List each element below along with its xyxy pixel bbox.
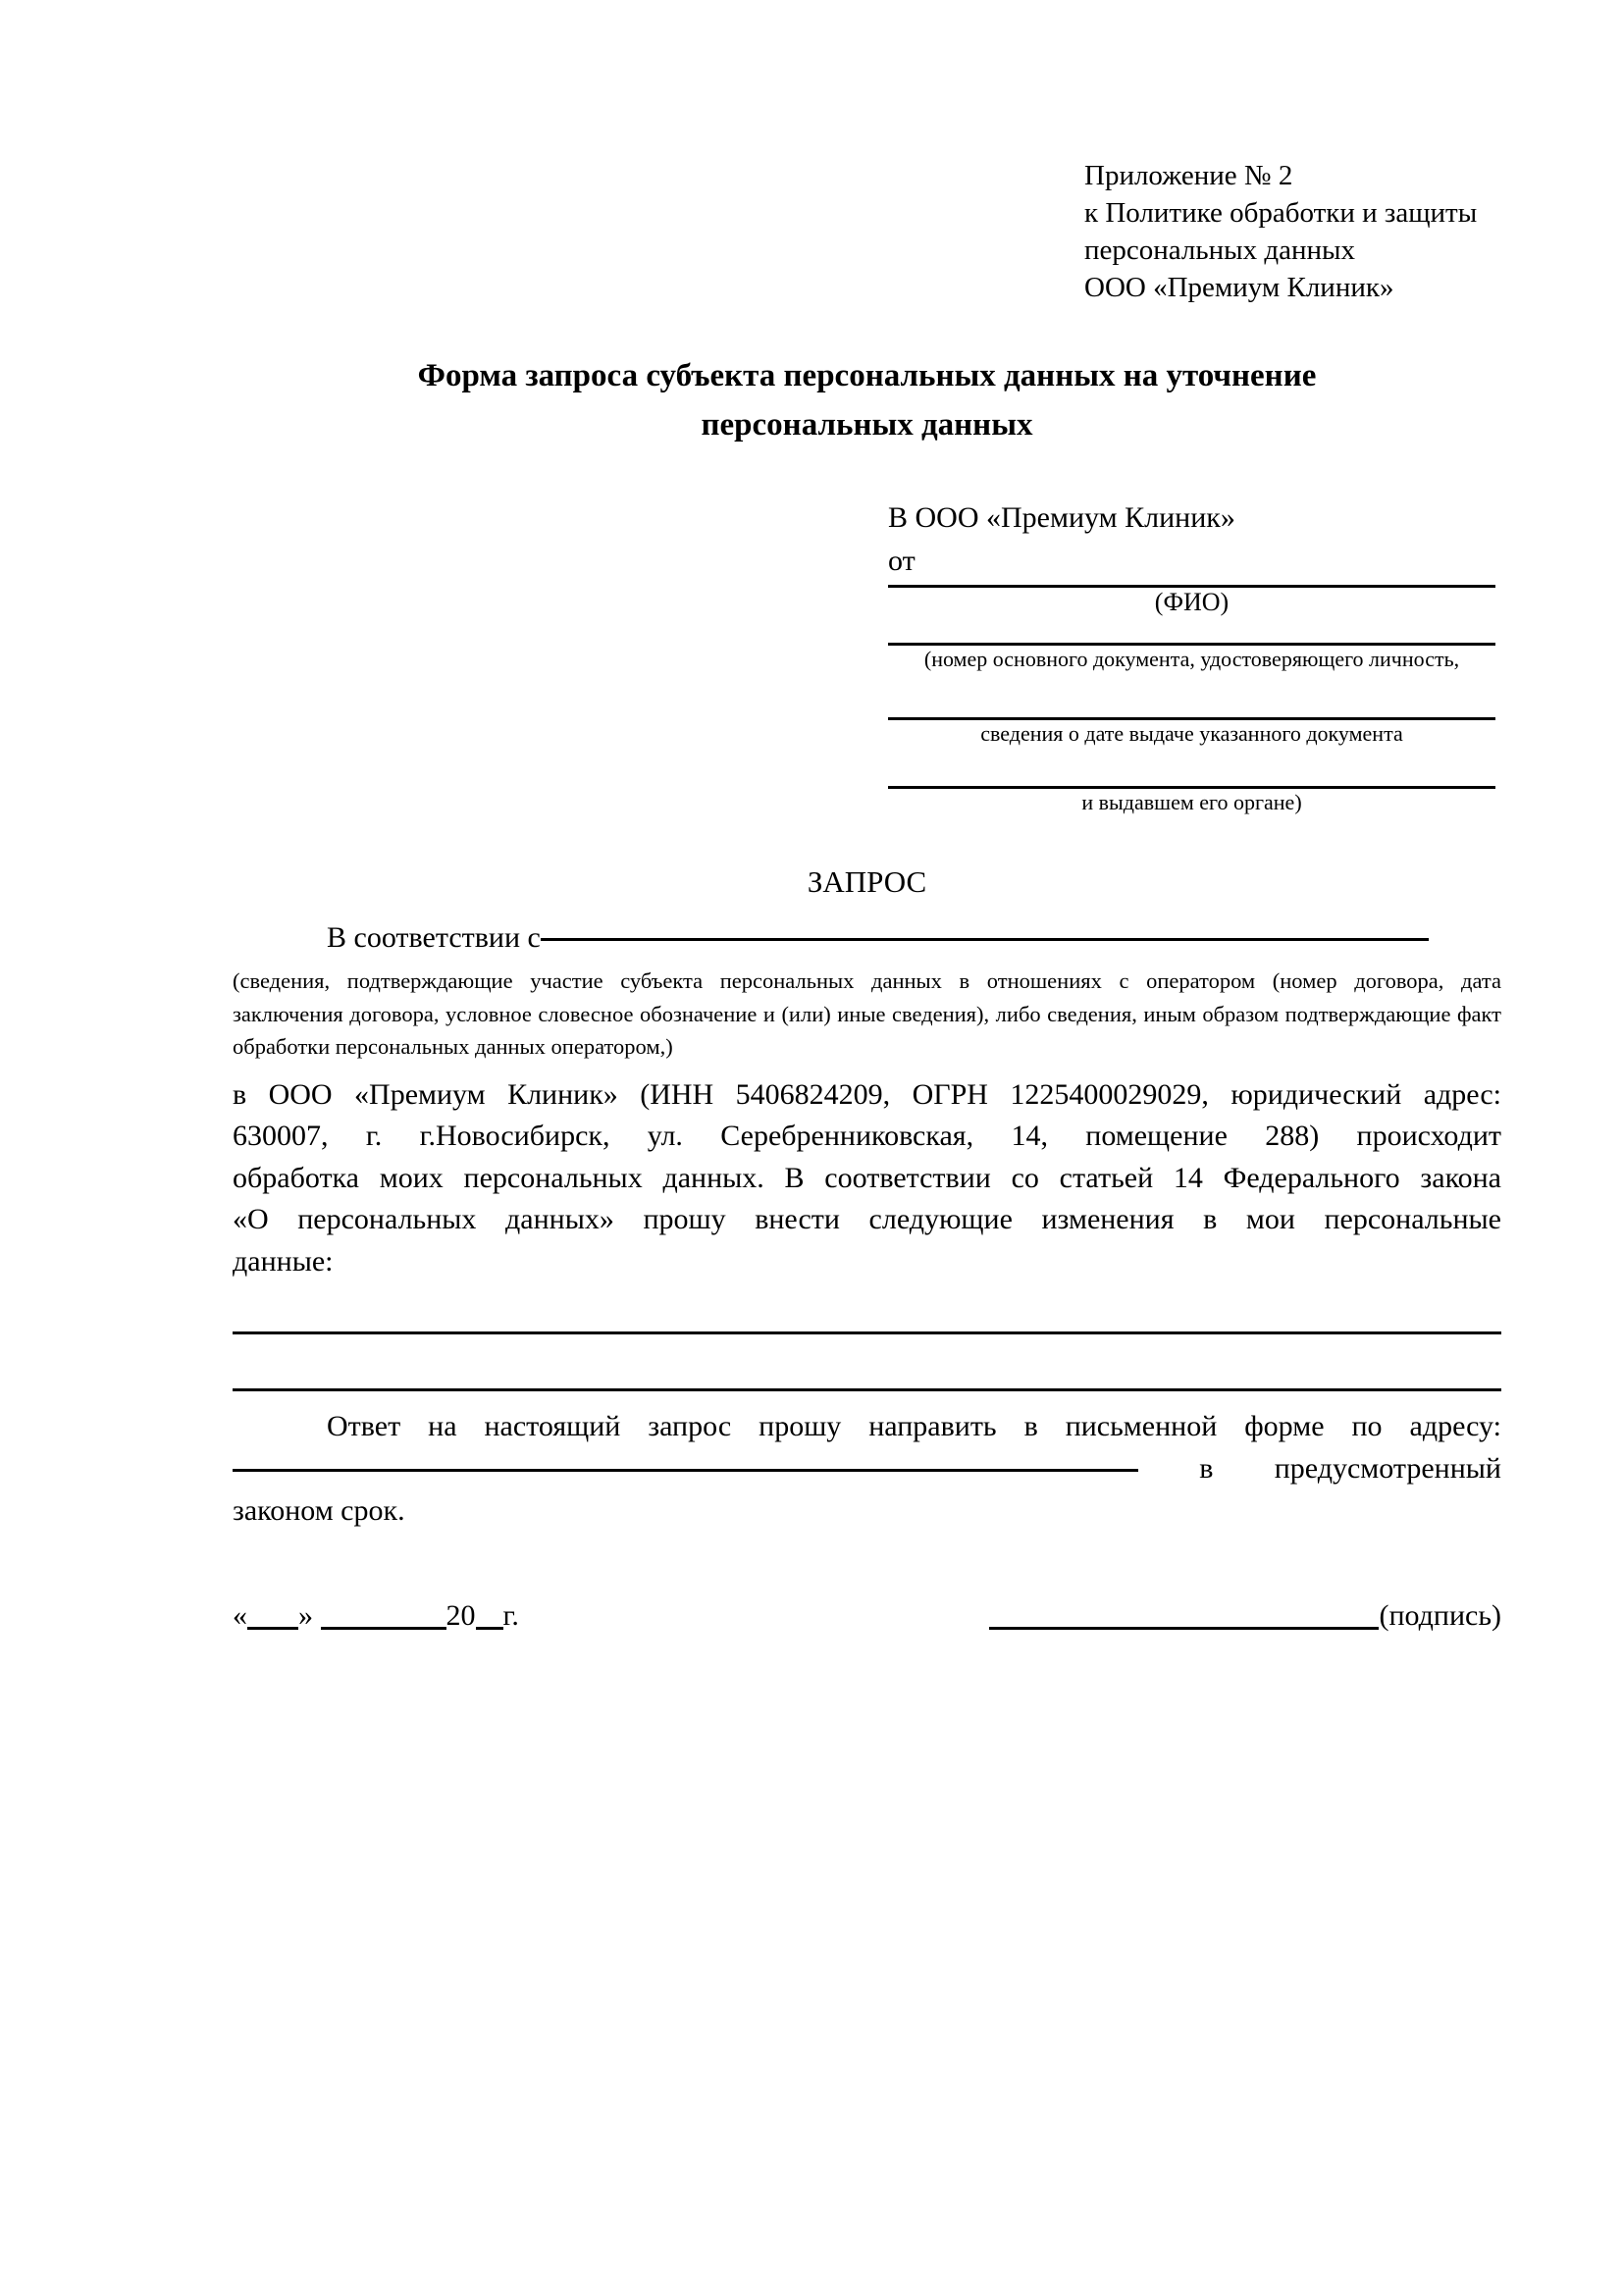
fio-caption: (ФИО) (1154, 588, 1230, 616)
date-month-line (321, 1597, 446, 1630)
signature-line (989, 1597, 1379, 1630)
doc-number-caption: (номер основного документа, удостоверяющего личность, (923, 647, 1460, 671)
legal-basis-fill-line (541, 937, 1429, 941)
body-line: 630007, г. г.Новосибирск, ул. Серебренниковская, 14, помещение 288) происходит (233, 1120, 1501, 1152)
addressee-from-label: от (888, 545, 916, 577)
signature-caption: (подпись) (1379, 1599, 1501, 1632)
issue-date-caption: сведения о дате выдаче указанного документа (980, 721, 1403, 746)
body-line: в ООО «Премиум Клиник» (ИНН 5406824209, ОГРН 1225400029029, юридический адрес: (233, 1077, 1501, 1111)
request-heading: ЗАПРОС (807, 864, 927, 899)
date-signature-row (233, 1592, 1501, 1638)
appendix-line: к Политике обработки и защиты (1084, 197, 1478, 229)
date-quote-open: « (233, 1599, 247, 1632)
issue-date-field (888, 672, 1495, 747)
legal-caption-line: обработки персональных данных оператором,) (233, 1034, 673, 1059)
issuing-authority-field (888, 747, 1495, 815)
answer-line3: законом срок. (233, 1494, 405, 1527)
form-title (233, 351, 1501, 449)
body-line: обработка моих персональных данных. В соответствии со статьей 14 Федерального закона (233, 1161, 1501, 1194)
answer-address-row (233, 1447, 1501, 1489)
date-field (233, 1592, 519, 1638)
appendix-line: персональных данных (1084, 235, 1356, 266)
changes-field-line-1 (233, 1331, 1501, 1334)
addressee-block (888, 496, 1495, 815)
body-paragraph (233, 1074, 1501, 1283)
issuing-authority-line (888, 747, 1495, 789)
answer-word-in: в (1199, 1452, 1214, 1485)
date-year-line (476, 1597, 503, 1630)
form-title-line2: персональных данных (701, 407, 1033, 443)
legal-basis-caption (233, 965, 1501, 1064)
issue-date-line (888, 672, 1495, 720)
address-fill-line (233, 1468, 1138, 1472)
body-line: данные: (233, 1244, 334, 1278)
answer-word-stipulated: предусмотренный (1274, 1452, 1501, 1485)
addressee-org: В ООО «Премиум Клиник» (888, 501, 1235, 534)
form-title-line1: Форма запроса субъекта персональных данных на уточнение (417, 358, 1317, 393)
doc-number-field (888, 617, 1495, 672)
legal-caption-line: заключения договора, условное словесное обозначение и (или) иные сведения), либо сведения, иным образом подтверждающие факт (233, 1001, 1501, 1026)
fio-field (888, 583, 1495, 617)
date-quote-close: » (298, 1599, 313, 1632)
date-year-suffix: г. (502, 1599, 519, 1632)
body-line: «О персональных данных» прошу внести следующие изменения в мои персональные (233, 1203, 1501, 1235)
legal-caption-line: (сведения, подтверждающие участие субъекта персональных данных в отношениях с оператором (номер договора, дата (233, 968, 1501, 993)
legal-basis-prefix: В соответствии с (327, 921, 541, 954)
appendix-line: Приложение № 2 (1084, 160, 1293, 191)
appendix-line: ООО «Премиум Клиник» (1084, 272, 1394, 303)
answer-paragraph (233, 1405, 1501, 1532)
doc-number-line (888, 617, 1495, 646)
date-day-line (247, 1597, 298, 1630)
legal-basis-row (233, 916, 1429, 960)
issuing-authority-caption: и выдавшем его органе) (1081, 790, 1302, 814)
date-year-prefix: 20 (445, 1599, 476, 1632)
appendix-header (1084, 157, 1501, 306)
signature-field (989, 1592, 1501, 1638)
answer-line1: Ответ на настоящий запрос прошу направить в письменной форме по адресу: (327, 1410, 1501, 1442)
changes-field-line-2 (233, 1388, 1501, 1391)
